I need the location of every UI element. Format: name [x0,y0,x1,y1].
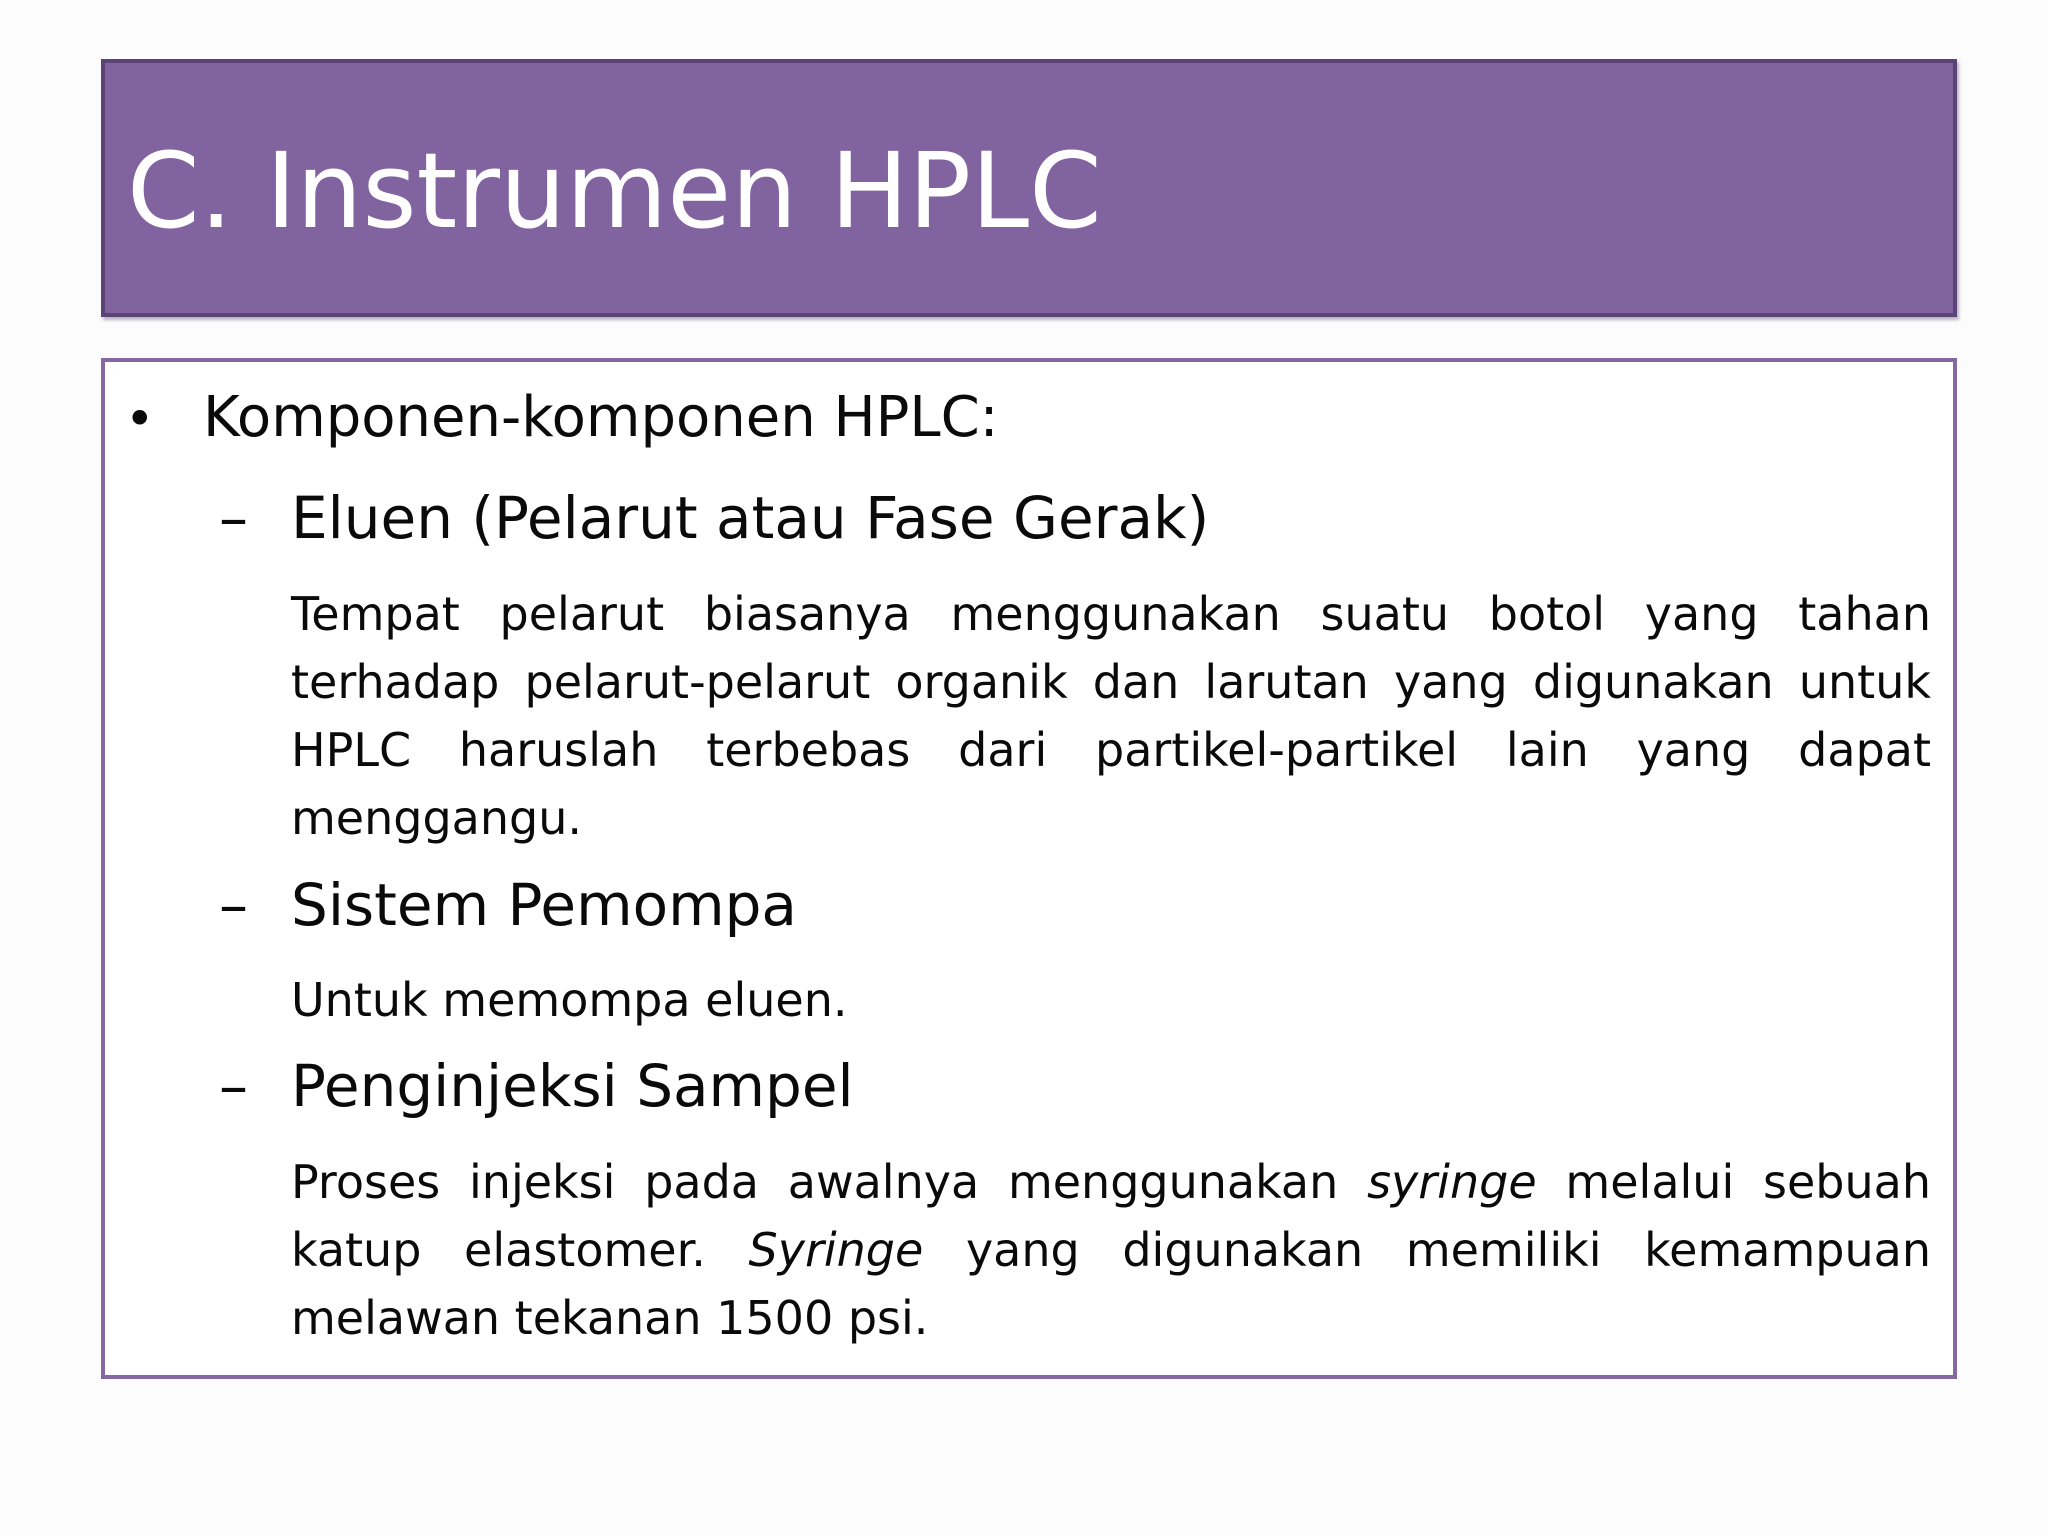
main-bullet [125,382,999,455]
slide-title: C. Instrumen HPLC [127,130,1102,252]
sub-item-heading: Eluen (Pelarut atau Fase Gerak) [291,484,1210,552]
description-text: melalui sebuah katup elastomer. [291,1155,1931,1277]
description-italic: Syringe [748,1223,924,1277]
sub-item-injector [219,1050,854,1122]
sub-item-description: Tempat pelarut biasanya menggunakan suatu botol yang tahan terhadap pelarut-pelarut organik dan larutan yang digunakan untuk HPLC haruslah terbebas dari partikel-partikel lain yang dapat menggangu. [291,587,1931,845]
sub-item-pump [219,869,797,941]
content-box [101,358,1957,1379]
description-text: Proses injeksi pada awalnya menggunakan [291,1155,1368,1209]
sub-item-heading: Penginjeksi Sampel [291,1052,854,1120]
dash-symbol: – [219,871,248,939]
sub-item-description: Untuk memompa eluen. [291,973,848,1027]
bullet-symbol: • [125,390,155,448]
title-bar [101,59,1957,317]
dash-symbol: – [219,484,248,552]
description-italic: syringe [1367,1155,1537,1209]
dash-symbol: – [219,1052,248,1120]
main-bullet-text: Komponen-komponen HPLC: [203,385,999,450]
sub-item-description [291,1148,1931,1352]
description-text: yang digunakan memiliki kemampuan melawan tekanan 1500 psi. [291,1223,1931,1345]
sub-item-eluen [219,482,1209,554]
sub-item-heading: Sistem Pemompa [291,871,797,939]
